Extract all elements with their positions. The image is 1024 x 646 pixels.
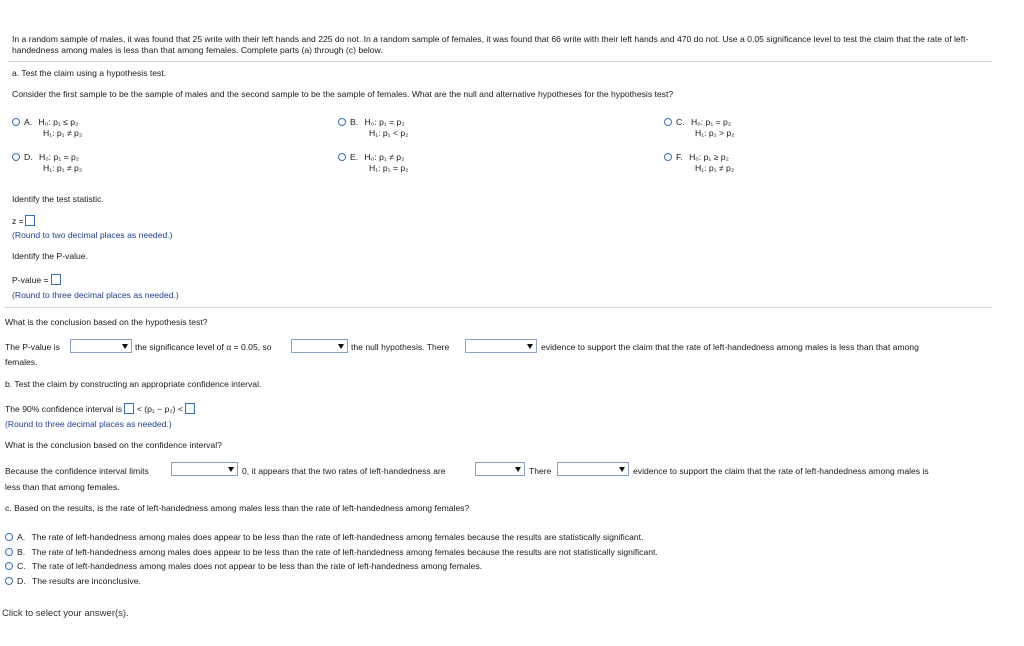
chevron-down-icon xyxy=(337,341,346,351)
chevron-down-icon xyxy=(514,464,523,474)
conclusion-text-4: evidence to support the claim that the rate of left-handedness among males is less than that among xyxy=(541,342,919,352)
ci-limits-dropdown[interactable] xyxy=(171,462,238,476)
divider xyxy=(8,61,992,62)
part-b-heading: b. Test the claim by constructing an appropriate confidence interval. xyxy=(5,379,262,389)
z-round-hint: (Round to two decimal places as needed.) xyxy=(12,230,173,240)
ci-round-hint: (Round to three decimal places as needed.) xyxy=(5,419,172,429)
part-a-heading: a. Test the claim using a hypothesis test. xyxy=(12,68,167,78)
chevron-down-icon xyxy=(121,341,130,351)
part-c-option-b[interactable]: B. The rate of left-handedness among males does appear to be less than the rate of left-handedness among females because the results are not statistically significant. xyxy=(5,547,658,557)
test-stat-prompt: Identify the test statistic. xyxy=(12,194,104,204)
ci-conclusion-text-3: There xyxy=(529,466,552,476)
ci-conclusion-text-2: 0, it appears that the two rates of left-handedness are xyxy=(242,466,446,476)
z-row: z = xyxy=(12,215,35,226)
part-c-heading: c. Based on the results, is the rate of left-handedness among males less than the rate of left-handedness among females? xyxy=(5,503,470,513)
conclusion-text-3: the null hypothesis. There xyxy=(351,342,450,352)
footer-hint: Click to select your answer(s). xyxy=(2,608,129,619)
pvalue-row: P-value = xyxy=(12,274,61,285)
evidence-dropdown[interactable] xyxy=(465,339,537,353)
pvalue-input[interactable] xyxy=(51,274,61,285)
option-f[interactable]: F. H₀: p₁ ≥ p₂ H₁: p₁ ≠ p₂ xyxy=(664,152,734,174)
ci-conclusion-prompt: What is the conclusion based on the confidence interval? xyxy=(5,440,222,450)
radio-option-e[interactable] xyxy=(338,153,346,161)
radio-option-f[interactable] xyxy=(664,153,672,161)
conclusion-text-5: females. xyxy=(5,357,38,367)
ci-evidence-dropdown[interactable] xyxy=(557,462,629,476)
ci-conclusion-text-1: Because the confidence interval limits xyxy=(5,466,149,476)
radio-option-b[interactable] xyxy=(338,118,346,126)
ci-lower-input[interactable] xyxy=(124,403,134,414)
radio-part-c-d[interactable] xyxy=(5,577,13,585)
hypotheses-question: Consider the first sample to be the sample of males and the second sample to be the sample of females. What are the null and alternative hypotheses for the hypothesis test? xyxy=(12,89,674,99)
ci-upper-input[interactable] xyxy=(185,403,195,414)
ci-row: The 90% confidence interval is < (p₁ − p₂) < xyxy=(5,403,195,414)
radio-option-a[interactable] xyxy=(12,118,20,126)
conclusion-text-2: the significance level of α = 0.05, so xyxy=(135,342,272,352)
pvalue-round-hint: (Round to three decimal places as needed.) xyxy=(12,290,179,300)
radio-option-c[interactable] xyxy=(664,118,672,126)
option-c[interactable]: C. H₀: p₁ = p₂ H₁: p₁ > p₂ xyxy=(664,117,734,139)
chevron-down-icon xyxy=(227,464,236,474)
null-decision-dropdown[interactable] xyxy=(291,339,348,353)
pvalue-comparison-dropdown[interactable] xyxy=(70,339,132,353)
option-e[interactable]: E. H₀: p₁ ≠ p₂ H₁: p₁ = p₂ xyxy=(338,152,408,174)
radio-part-c-c[interactable] xyxy=(5,562,13,570)
chevron-down-icon xyxy=(526,341,535,351)
ci-conclusion-text-5: less than that among females. xyxy=(5,482,120,492)
option-a[interactable]: A. H₀: p₁ ≤ p₂ H₁: p₁ ≠ p₂ xyxy=(12,117,82,139)
pvalue-prompt: Identify the P-value. xyxy=(12,251,88,261)
option-d[interactable]: D. H₀: p₁ = p₂ H₁: p₁ ≠ p₂ xyxy=(12,152,82,174)
conclusion-prompt: What is the conclusion based on the hypothesis test? xyxy=(5,317,208,327)
part-c-option-d[interactable]: D. The results are inconclusive. xyxy=(5,576,141,586)
conclusion-text-1: The P-value is xyxy=(5,342,60,352)
part-c-option-a[interactable]: A. The rate of left-handedness among males does appear to be less than the rate of left-handedness among females because the results are statistically significant. xyxy=(5,532,643,542)
divider xyxy=(4,307,992,308)
radio-part-c-a[interactable] xyxy=(5,533,13,541)
radio-part-c-b[interactable] xyxy=(5,548,13,556)
chevron-down-icon xyxy=(618,464,627,474)
problem-statement: In a random sample of males, it was found that 25 write with their left hands and 225 do not. In a random sample of females, it was found that 66 write with their left hands and 470 do not. Use a 0.05 significance level to test the claim that the rate of left-handedness among males is less than that among females. Complete parts (a) through (c) below. xyxy=(12,34,969,55)
radio-option-d[interactable] xyxy=(12,153,20,161)
option-b[interactable]: B. H₀: p₁ = p₂ H₁: p₁ < p₂ xyxy=(338,117,408,139)
part-c-option-c[interactable]: C. The rate of left-handedness among males does not appear to be less than the rate of left-handedness among females. xyxy=(5,561,482,571)
ci-conclusion-text-4: evidence to support the claim that the rate of left-handedness among males is xyxy=(633,466,929,476)
z-input[interactable] xyxy=(25,215,35,226)
rates-equality-dropdown[interactable] xyxy=(475,462,525,476)
